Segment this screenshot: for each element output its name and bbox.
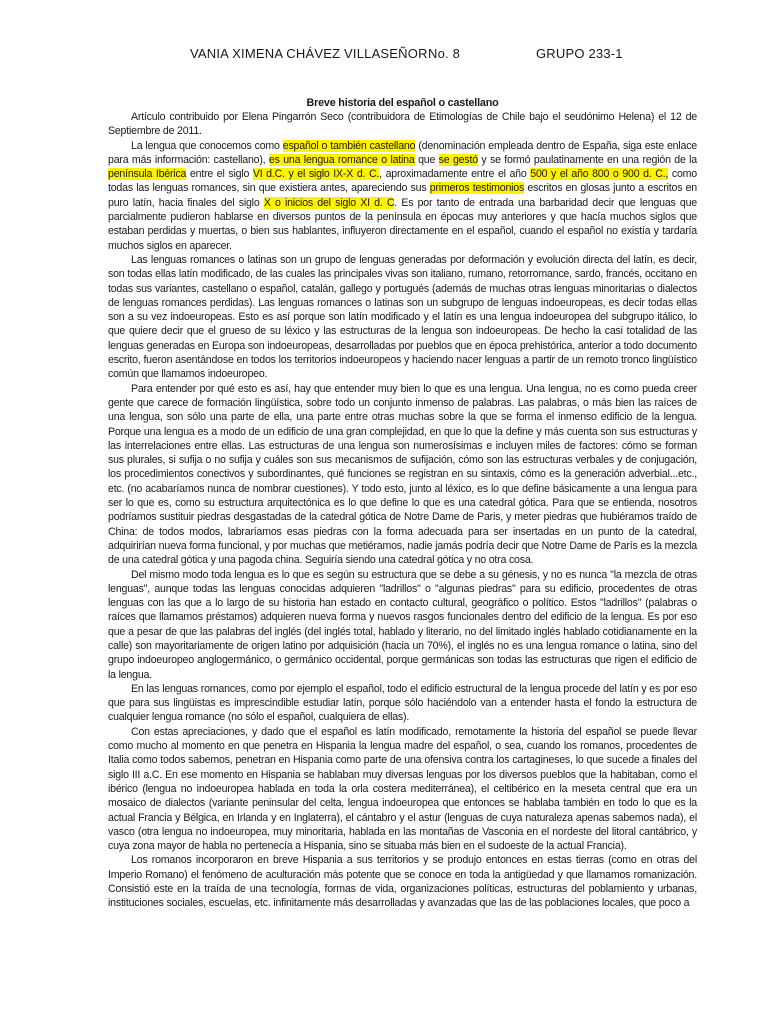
text-run: escritos en glosas junto a escritos en puro latín, hacia finales del siglo	[108, 182, 698, 209]
text-run: como todas las lenguas romances, sin que existiera antes, apareciendo sus	[108, 168, 697, 195]
document-body	[108, 96, 697, 911]
highlighted-text: VI d.C. y el siglo IX-X d. C.	[252, 168, 380, 181]
intro-paragraph: Artículo contribuido por Elena Pingarrón Seco (contribuidora de Etimologías de Chile bajo el seudónimo Helena) el 12 de Septiembre de 2011.	[108, 111, 697, 138]
highlighted-text: es una lengua romance o latina	[268, 153, 415, 166]
text-run: . Es por tanto de entrada una barbaridad decir que lenguas que parcialmente pudieron hablarse en diversos puntos de la península en épocas muy anteriores y que hacía muchos siglos que estaban perdidas y muertas, o bien sus hablantes, influyeron directamente en el español, cuando el español no existía y tardaría muchos siglos en aparecer.	[108, 196, 697, 252]
highlighted-text: península Ibérica	[108, 168, 187, 181]
page-header	[0, 46, 768, 66]
paragraph-1	[108, 139, 697, 253]
highlighted-text: 500 y el año 800 o 900 d. C.,	[530, 168, 669, 181]
paragraph-3: Para entender por qué esto es así, hay que entender muy bien lo que es una lengua. Una lengua, no es como pueda creer gente que carece de formación lingüística, sobre todo un conjunto inmenso de palabras. Las palabras, o más bien las raíces de una lengua, son sólo una parte de ella, una parte entre otras muchas sobre la que se forma el inmenso edificio de la lengua. Porque una lengua es a modo de un edificio de una gran complejidad, en que lo que la define y más cuenta son sus estructuras y las interrelaciones entre ellas. Las estructuras de una lengua son numerosísimas e incluyen miles de factores: cómo se forman sus plurales, si sufija o no sufija y cuáles son sus mecanismos de sufijación, cómo son las estructuras verbales y de conjugación, los procedimientos conectivos y subordinantes, qué funciones se registran en su sintaxis, cómo es la generación adverbial...etc., etc. (no acabaríamos nunca de nombrar cuestiones). Y todo esto, junto al léxico, es lo que define básicamente a una lengua para ser lo que es, como su estructura arquitectónica es lo que define lo que es una catedral gótica. Para que se entienda, nosotros podríamos sustituir piedras desgastadas de la catedral gótica de Notre Dame de Paris, y meter piedras que hubiéramos traído de China: de todos modos, labraríamos esas piedras con la forma adecuada para ser insertadas en un punto de la catedral, adquirirían nueva forma funcional, y por muchas que metiéramos, nadie jamás podría decir que Notre Dame de París es la mezcla de una catedral gótica y una pagoda china. Seguiría siendo una catedral gótica y no otra cosa.	[108, 382, 697, 567]
text-run: (denominación empleada dentro de España, siga este enlace para más información: castellano),	[108, 139, 697, 166]
text-run: y se formó paulatinamente en una región de la	[477, 153, 698, 166]
highlighted-text: se gestó	[438, 153, 478, 166]
text-run: , aproximadamente entre el año	[379, 168, 531, 181]
group-label: GRUPO 233-1	[536, 46, 623, 61]
text-run: que	[414, 153, 439, 166]
highlighted-text: X o inicios del siglo XI d. C	[263, 196, 395, 209]
paragraph-2: Las lenguas romances o latinas son un grupo de lenguas generadas por deformación y evolución directa del latín, es decir, son todas ellas latín modificado, de las cuales las principales vivas son italiano, rumano, retorromance, sardo, francés, occitano en todas sus variantes, castellano o español, catalán, gallego y portugués (además de muchas otras lenguas minoritarias o dialectos de lenguas romances perdidas). Las lenguas romances o latinas son un subgrupo de lenguas indoeuropeas, es decir todas ellas son a su vez indoeuropeas. Esto es así porque son latín modificado y el latín es una lengua indoeuropea del subgrupo itálico, lo que quiere decir que el grueso de su léxico y las estructuras de la lengua son indoeuropeas. De hecho la casi totalidad de las lenguas generadas en Europa son indoeuropeas, desarrolladas por pueblos que en época prehistórica, anterior a todo documento escrito, fueron asentándose en todos los territorios indoeuropeos y haciendo nacer lenguas a partir de un remoto tronco lingüístico común que llamamos indoeuropeo.	[108, 253, 697, 381]
paragraph-7: Los romanos incorporaron en breve Hispania a sus territorios y se produjo entonces en estas tierras (como en otras del Imperio Romano) el fenómeno de aculturación más potente que se conoce en toda la antigüedad y que llamamos romanización. Consistió este en la traída de una tecnología, formas de vida, organizaciones políticas, estructuras del poblamiento y urbanas, instituciones sociales, escuelas, etc. infinitamente más desarrolladas y avanzadas que las de las poblaciones locales, que poco a	[108, 854, 697, 910]
student-number: No. 8	[428, 46, 461, 61]
document-title: Breve historia del español o castellano	[306, 97, 499, 109]
text-run: La lengua que conocemos como	[131, 139, 283, 152]
paragraph-4: Del mismo modo toda lengua es lo que es según su estructura que se debe a su génesis, y no es nunca "la mezcla de otras lenguas", aunque todas las lenguas conocidas adquieren "ladrillos" o "algunas piedras" para su edificio, procedentes de otras lenguas con las que a lo largo de su historia han estado en contacto cultural, geográfico o político. Estos "ladrillos" (palabras o raíces que llamamos préstamos) adquieren nueva forma y nuevos rasgos funcionales dentro del edificio de la lengua. Es por eso que a pesar de que las palabras del inglés (del inglés total, hablado y literario, no del limitado inglés hablado cotidianamente en la calle) son mayoritariamente de origen latino por adquisición (hacia un 70%), el inglés no es una lengua romance o latina, sino del grupo indoeuropeo anglogermánico, o germánico occidental, porque germánicas son todas las estructuras que rigen el edificio de la lengua.	[108, 568, 697, 681]
highlighted-text: español o también castellano	[282, 139, 416, 152]
paragraph-6: Con estas apreciaciones, y dado que el español es latín modificado, remotamente la historia del español se puede llevar como mucho al momento en que penetra en Hispania la lengua madre del español, o sea, cuando los romanos, procedentes de Italia como todos sabemos, penetran en Hispania como parte de una ofensiva contra los cartagineses, lo que sucede a finales del siglo III a.C. En ese momento en Hispania se hablaban muy diversas lenguas por los diversos pueblos que la habitaban, como el ibérico (lengua no indoeuropea hablada en toda la orla costera mediterránea), el celtibérico en la meseta central que era un mosaico de dialectos (variante peninsular del celta, lengua indoeuropea que entonces se hablaba también en todo lo que es la actual Francia y Bélgica, en Irlanda y en Inglaterra), el cántabro y el astur (lenguas de cuya naturaleza apenas sabemos nada), el vasco (otra lengua no indoeuropea, muy minoritaria, hablada en las montañas de Vasconia en el nordeste del litoral cantábrico, y cuya zona mayor de habla no pertenecía a Hispania, sino se situaba más bien en el sudoeste de la actual Francia).	[108, 725, 697, 853]
paragraph-5: En las lenguas romances, como por ejemplo el español, todo el edificio estructural de la lengua procede del latín y es por eso que para sus lingüistas es imprescindible estudiar latín, porque sólo haciéndolo van a entender hasta el fondo la estructura de cualquier lengua romance (no sólo el español, cualquiera de ellas).	[108, 682, 697, 724]
text-run: entre el siglo	[186, 168, 253, 181]
student-name: VANIA XIMENA CHÁVEZ VILLASEÑOR	[190, 46, 428, 61]
highlighted-text: primeros testimonios	[429, 182, 525, 195]
